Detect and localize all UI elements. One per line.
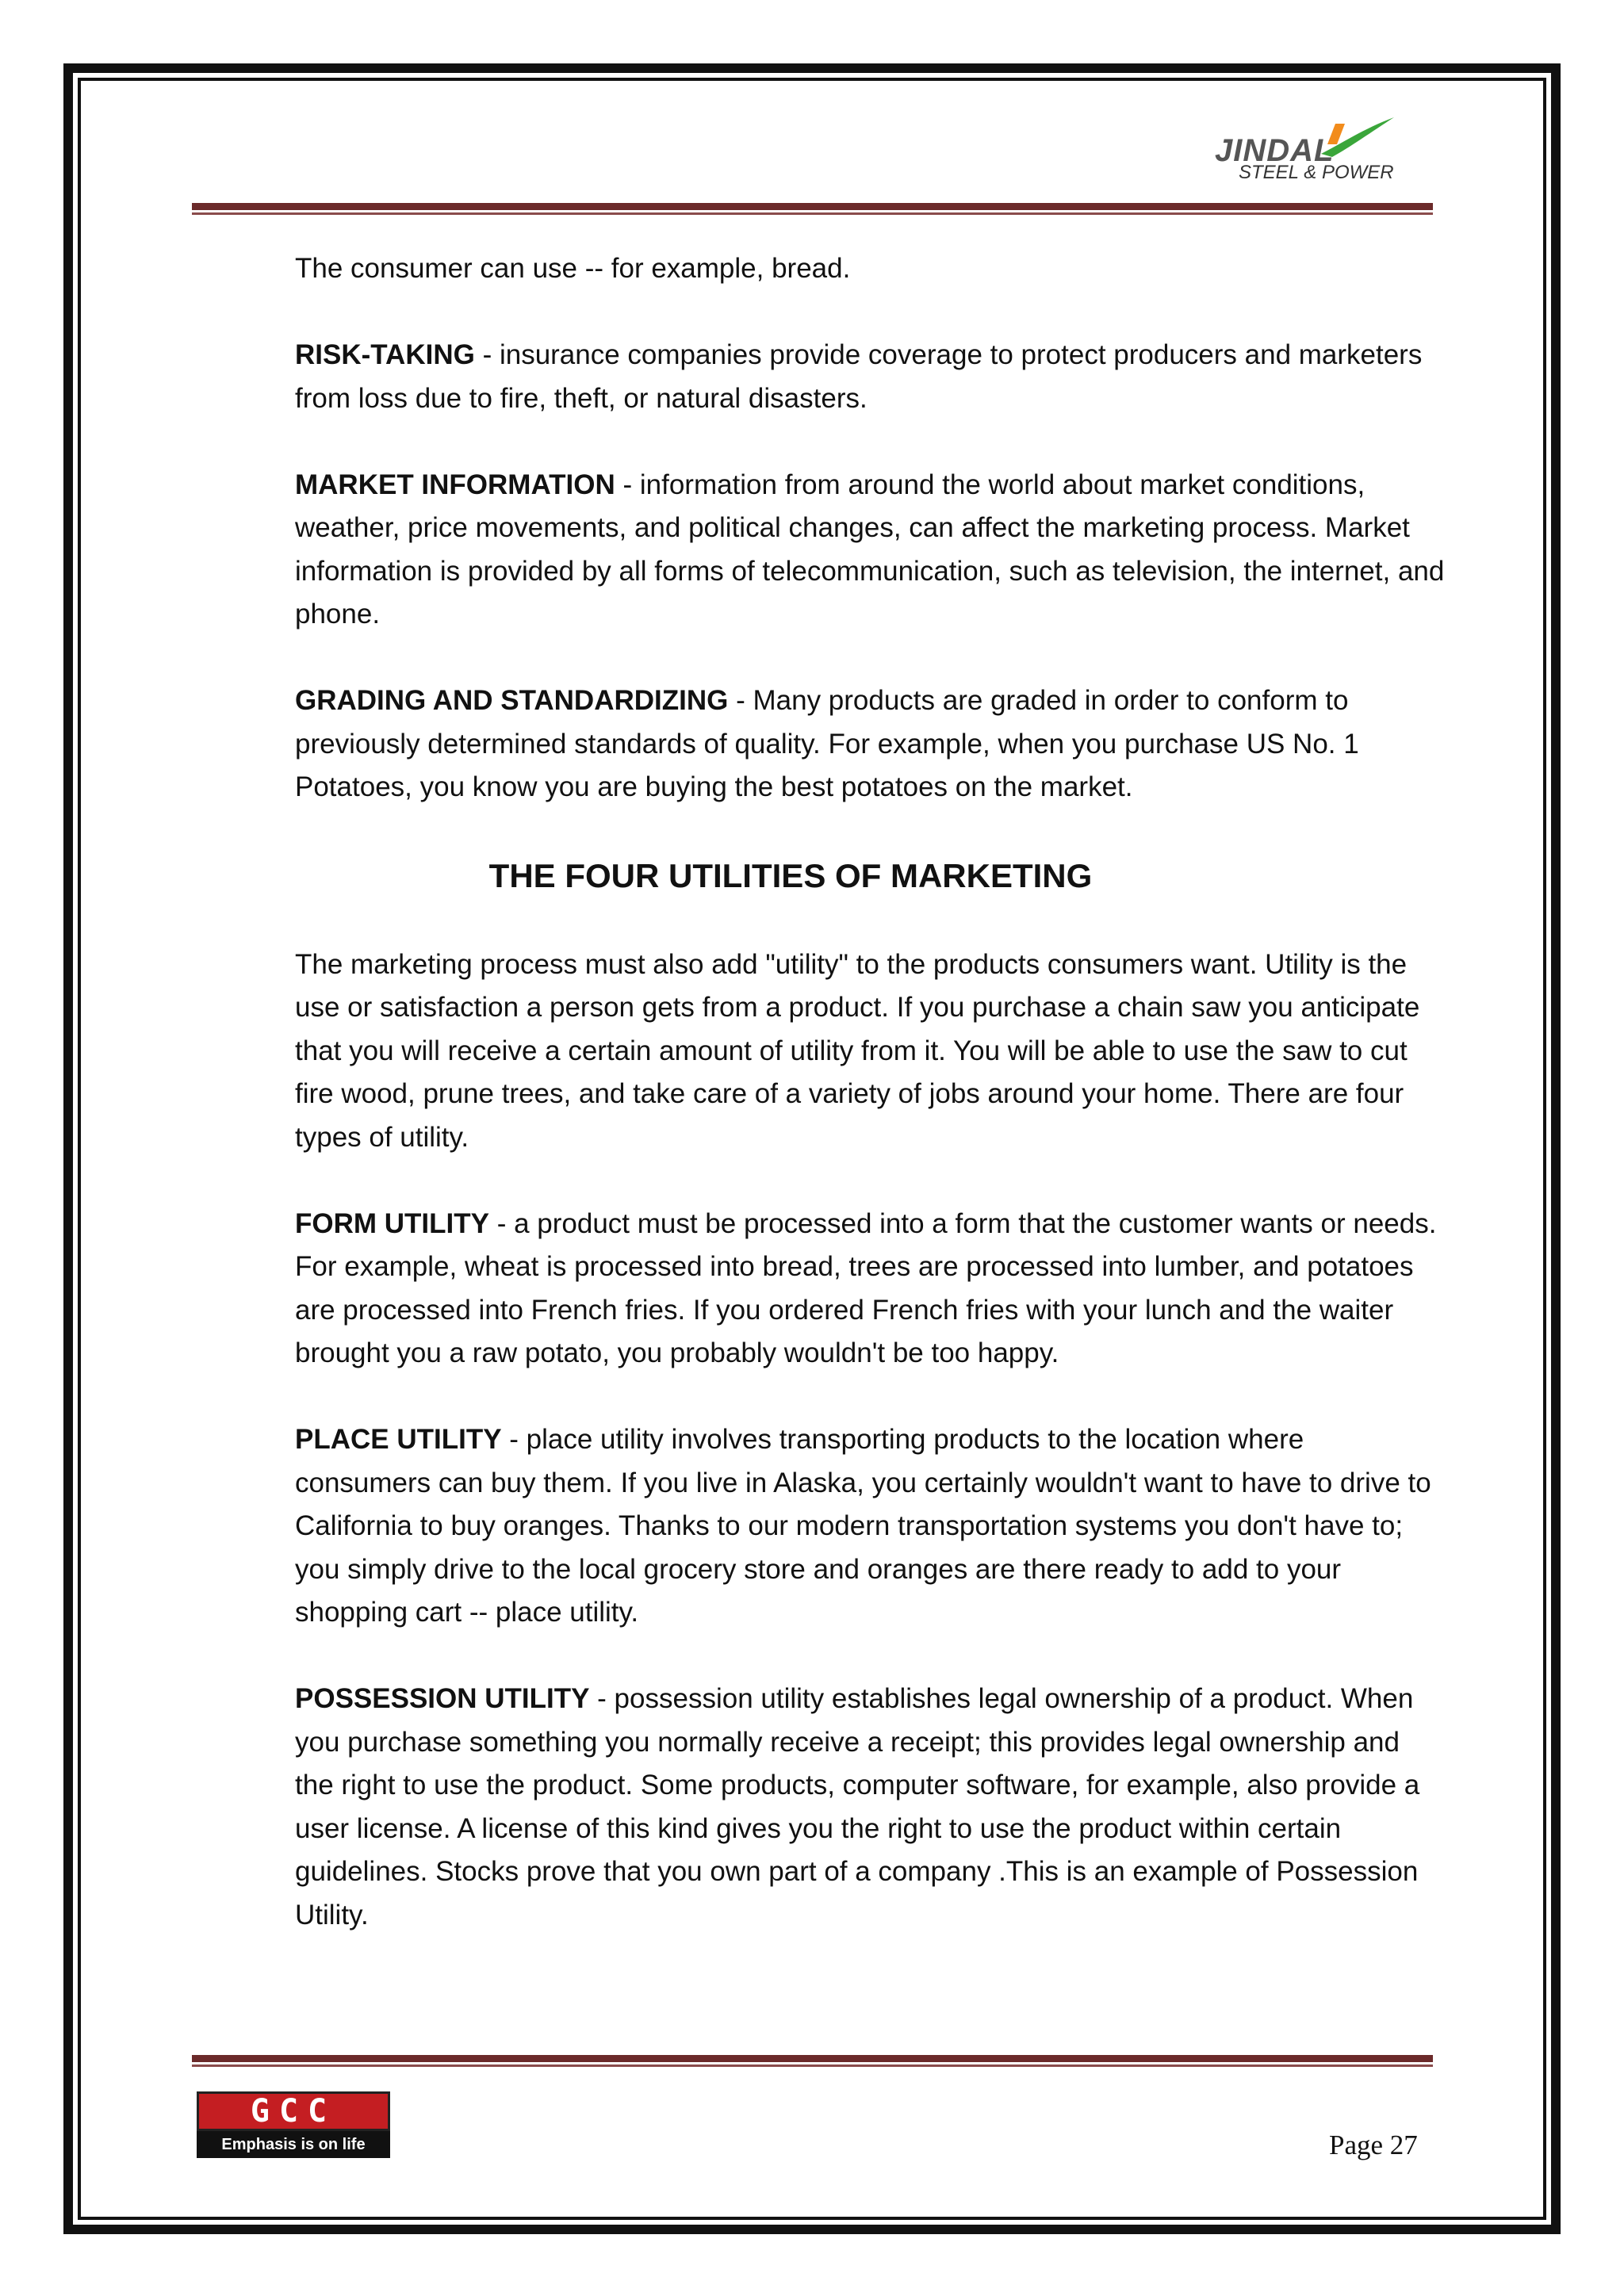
market-information-paragraph bbox=[295, 464, 1445, 637]
market-information-text: - information from around the world about market conditions, weather, price movements, and political changes, can affect the marketing process. Market information is provided by all forms of telecommunication, such as television, the internet, and phone. bbox=[295, 469, 1445, 629]
jindal-logo-subtitle: STEEL & POWER bbox=[1239, 162, 1394, 183]
form-utility-text: - a product must be processed into a form that the customer wants or needs. For example, wheat is processed into bread, trees are processed into lumber, and potatoes are processed into French fries. If you ordered French fries with your lunch and the waiter brought you a raw potato, you probably wouldn't be too happy. bbox=[295, 1207, 1437, 1368]
gcc-logo-word: GCC bbox=[197, 2091, 390, 2131]
possession-utility-paragraph bbox=[295, 1678, 1445, 1937]
grading-text: - Many products are graded in order to conform to previously determined standards of quality. For example, when you purchase US No. 1 Potatoes, you know you are buying the best potatoes on the market. bbox=[295, 685, 1359, 802]
page-number: Page 27 bbox=[1329, 2130, 1418, 2160]
section-heading: THE FOUR UTILITIES OF MARKETING bbox=[488, 857, 1093, 894]
risk-taking-text: - insurance companies provide coverage to protect producers and marketers from loss due to fire, theft, or natural disasters. bbox=[295, 339, 1423, 414]
market-information-lead: MARKET INFORMATION bbox=[295, 469, 615, 500]
jindal-logo-word: JINDAL bbox=[1215, 133, 1335, 168]
grading-lead: GRADING AND STANDARDIZING bbox=[295, 685, 729, 716]
grading-paragraph bbox=[295, 679, 1445, 809]
possession-utility-text: - possession utility establishes legal ownership of a product. When you purchase something you normally receive a receipt; this provides legal ownership and the right to use the product. Some products, computer software, for example, also provide a user license. A license of this kind gives you the right to use the product within certain guidelines. Stocks prove that you own part of a company .This is an example of Possession Utility. bbox=[295, 1683, 1420, 1931]
jindal-logo bbox=[1205, 109, 1404, 189]
header-rule bbox=[192, 203, 1433, 215]
place-utility-text: - place utility involves transporting products to the location where consumers can buy them. If you live in Alaska, you certainly wouldn't want to have to drive to California to buy oranges. Thanks to our modern transportation systems you don't have to; you simply drive to the local grocery store and oranges are there ready to add to your shopping cart -- place utility. bbox=[295, 1424, 1431, 1628]
footer-rule bbox=[192, 2055, 1433, 2067]
place-utility-lead: PLACE UTILITY bbox=[295, 1424, 502, 1455]
risk-taking-lead: RISK-TAKING bbox=[295, 339, 475, 370]
risk-taking-paragraph bbox=[295, 334, 1445, 420]
page-content bbox=[295, 247, 1445, 1980]
place-utility-paragraph bbox=[295, 1418, 1445, 1635]
utility-intro-paragraph: The marketing process must also add "utility" to the products consumers want. Utility is the use or satisfaction a person gets from a product. If you purchase a chain saw you anticipate that you will receive a certain amount of utility from it. You will be able to use the saw to cut fire wood, prune trees, and take care of a variety of jobs around your home. There are four types of utility. bbox=[295, 948, 1420, 1153]
form-utility-paragraph bbox=[295, 1203, 1445, 1376]
gcc-logo-tagline: Emphasis is on life bbox=[197, 2131, 390, 2158]
form-utility-lead: FORM UTILITY bbox=[295, 1207, 489, 1239]
gcc-logo bbox=[197, 2091, 390, 2158]
intro-paragraph: The consumer can use -- for example, bread. bbox=[295, 253, 851, 284]
possession-utility-lead: POSSESSION UTILITY bbox=[295, 1683, 590, 1714]
